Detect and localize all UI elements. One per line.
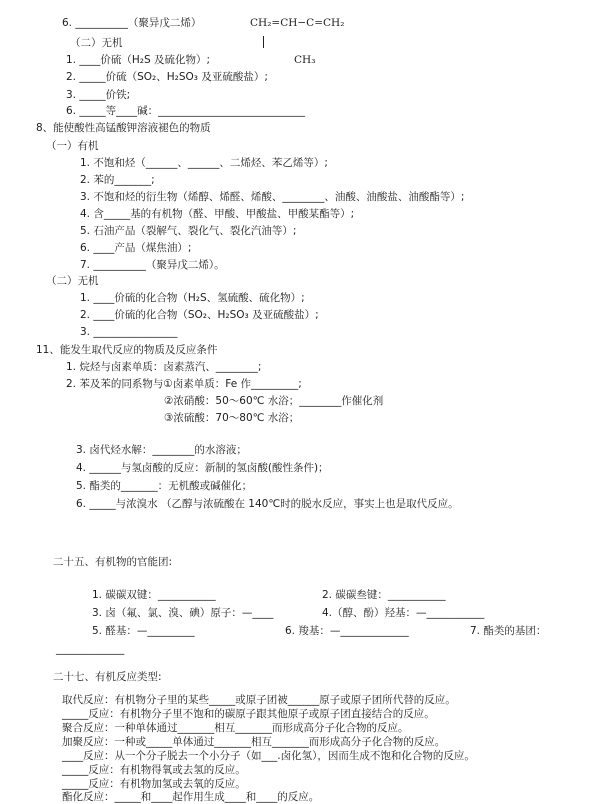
item-sulfur-low: 1. ____价硫（H₂S 及硫化物）; — [66, 54, 211, 66]
item-sulfur-mid: 2. _____价硫（SO₂、H₂SO₃ 及亚硫酸盐）; — [66, 71, 268, 83]
reaction-addition-polymerization: 加聚反应：一种或_____单体通过_______相互_______而形成高分子化合物的反应。 — [62, 736, 446, 748]
section-8-item-7: 7. __________（聚异戊二烯）。 — [80, 259, 225, 271]
heading-inorganic-a: （二）无机 — [70, 37, 123, 49]
section-25-title: 二十五、有机物的官能团: — [53, 556, 173, 568]
functional-group-3: 3. 卤（氟、氯、溴、碘）原子：—____ — [92, 607, 274, 619]
section-11-item-2c: ③浓硫酸：70～80℃ 水浴； — [164, 412, 300, 424]
item-polyisoprene-top: 6. __________（聚异戊二烯） — [62, 17, 202, 29]
reaction-oxidation: _____反应：有机物得氧或去氢的反应。 — [62, 764, 246, 776]
reaction-polymerization: 聚合反应：一种单体通过_______相互_______而形成高分子化合物的反应。 — [62, 722, 409, 734]
section-8-inorganic-heading: （二）无机 — [46, 275, 99, 287]
functional-group-7: 7. 酯类的基团： — [470, 625, 547, 637]
section-8-organic-heading: （一）有机 — [46, 140, 99, 152]
section-11-item-2b: ②浓硝酸：50～60℃ 水浴；________作催化剂 — [164, 395, 384, 407]
reaction-reduction: _____反应：有机物加氢或去氧的反应。 — [62, 778, 246, 790]
section-11-item-1: 1. 烷烃与卤素单质：卤素蒸汽、________; — [66, 361, 262, 373]
reaction-elimination: ____反应：从一个分子脱去一个小分子（如___.卤化氢），因而生成不饱和化合物的反应。 — [62, 750, 475, 762]
section-11-item-4: 4. ______与氢卤酸的反应：新制的氢卤酸(酸性条件)； — [76, 462, 329, 474]
section-11-title: 11、能发生取代反应的物质及反应条件 — [36, 344, 218, 356]
isoprene-formula-methyl: CH₃ — [294, 54, 316, 66]
section-8-item-2: 2. 苯的_______; — [80, 174, 155, 186]
formula-bond — [263, 36, 264, 48]
item-base: 6. _____等____碱：____________________________ — [66, 105, 306, 117]
section-8-item-3: 3. 不饱和烃的衍生物（烯醇、烯醛、烯酸、________、油酸、油酸盐、油酸酯等）; — [80, 191, 465, 203]
section-11-item-3: 3. 卤代烃水解：________的水溶液； — [76, 444, 247, 456]
section-8-item-5: 5. 石油产品（裂解气、裂化气、裂化汽油等）; — [80, 225, 297, 237]
section-8-inorganic-1: 1. ____价硫的化合物（H₂S、氢硫酸、硫化物）; — [80, 292, 305, 304]
item-iron: 3. _____价铁; — [66, 89, 131, 101]
section-8-title: 8、能使酸性高锰酸钾溶液褪色的物质 — [36, 122, 211, 134]
functional-group-7-blank: _____________ — [56, 643, 125, 655]
section-27-title: 二十七、有机反应类型: — [53, 671, 162, 683]
section-8-item-4: 4. 含_____基的有机物（醛、甲酸、甲酸盐、甲酸某酯等）; — [80, 208, 355, 220]
functional-group-4: 4.（醇、酚）羟基：—___________ — [322, 607, 485, 619]
section-11-item-2: 2. 苯及苯的同系物与①卤素单质：Fe 作_________; — [66, 378, 302, 390]
section-8-inorganic-3: 3. ________________ — [80, 326, 178, 338]
section-11-item-5: 5. 酯类的_______：无机酸或碱催化； — [76, 480, 253, 492]
reaction-esterification: 酯化反应：_____和____起作用生成____和____的反应。 — [62, 791, 320, 803]
section-11-item-6: 6. _____与浓溴水 （乙醇与浓硫酸在 140℃时的脱水反应，事实上也是取代反应。 — [76, 498, 459, 510]
functional-group-2: 2. 碳碳叁键：___________ — [322, 589, 446, 601]
reaction-substitution: 取代反应：有机物分子里的某些_____或原子团被______原子或原子团所代替的反应。 — [62, 694, 456, 706]
isoprene-formula: CH₂=CH−C=CH₂ — [250, 17, 345, 29]
reaction-addition: _____反应：有机物分子里不饱和的碳原子跟其他原子或原子团直接结合的反应。 — [62, 708, 435, 720]
functional-group-5: 5. 醛基：—_________ — [92, 625, 195, 637]
section-8-item-1: 1. 不饱和烃（______、______、二烯烃、苯乙烯等）; — [80, 157, 328, 169]
functional-group-6: 6. 羧基：—_____________ — [285, 625, 409, 637]
section-8-item-6: 6. ____产品（煤焦油）; — [80, 242, 192, 254]
section-8-inorganic-2: 2. ____价硫的化合物（SO₂、H₂SO₃ 及亚硫酸盐）; — [80, 309, 319, 321]
functional-group-1: 1. 碳碳双键：___________ — [92, 589, 216, 601]
